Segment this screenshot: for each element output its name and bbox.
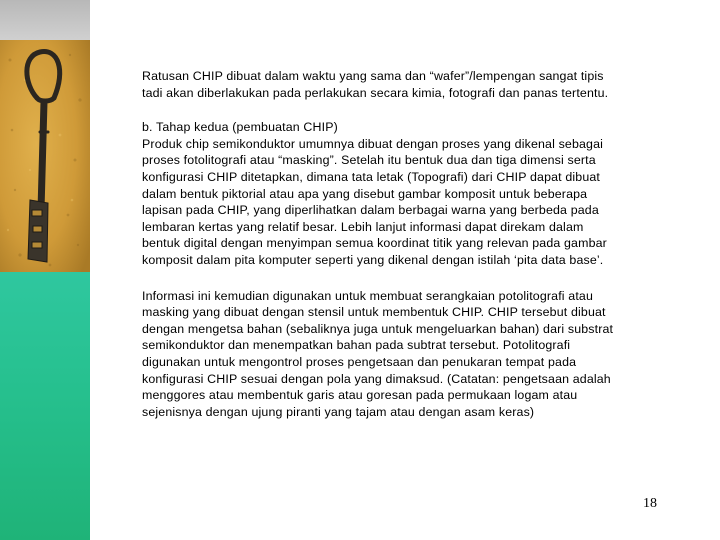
key-photo	[0, 40, 90, 272]
paragraph-intro: Ratusan CHIP dibuat dalam waktu yang sama dan “wafer”/lempengan sangat tipis tadi akan diberlakukan pada perlakukan secara kimia, fotografi dan panas tertentu.	[142, 69, 609, 100]
antique-key-icon	[0, 40, 90, 272]
slide-body	[142, 68, 702, 420]
paragraph-information: Informasi ini kemudian digunakan untuk membuat serangkaian potolitografi atau masking yang dibuat dengan stensil untuk membentuk CHIP. CHIP tersebut dibuat dengan mengetsa bahan (sebaliknya juga untuk mengeluarkan bahan) dari substrat semikonduktor dan menempatkan bahan pada subtrat tersebut. Potolitografi digunakan untuk mengontrol proses pengetsaan dan penukaran tempat pada konfigurasi CHIP sesuai dengan pola yang dimaksud. (Catatan: pengetsaan adalah menggores atau membentuk garis atau goresan pada permukaan logam atau sejenisnya dengan ujung piranti yang tajam atau dengan asam keras)	[142, 288, 614, 419]
page-number: 18	[643, 496, 657, 511]
sidebar-green-band	[0, 272, 90, 540]
paragraph-stage-two: b. Tahap kedua (pembuatan CHIP) Produk chip semikonduktor umumnya dibuat dengan proses yang dikenal sebagai proses fotolitografi atau “masking”. Setelah itu bentuk dua dan tiga dimensi serta konfigurasi CHIP ditetapkan, dimana tata letak (Topografi) dari CHIP dapat dibuat dalam bentuk piktorial atau apa yang disebut gambar komposit untuk beberapa lapisan pada CHIP, yang diperlihatkan dalam berbagai warna yang berbeda pada lembaran kertas yang relatif besar. Lebih lanjut informasi dapat direkam dalam bentuk digital dengan menyimpan semua koordinat titik yang relevan pada gambar komposit dalam pita komputer seperti yang dikenal dengan istilah ‘pita data base’.	[142, 120, 607, 267]
sidebar-top-band	[0, 0, 90, 40]
